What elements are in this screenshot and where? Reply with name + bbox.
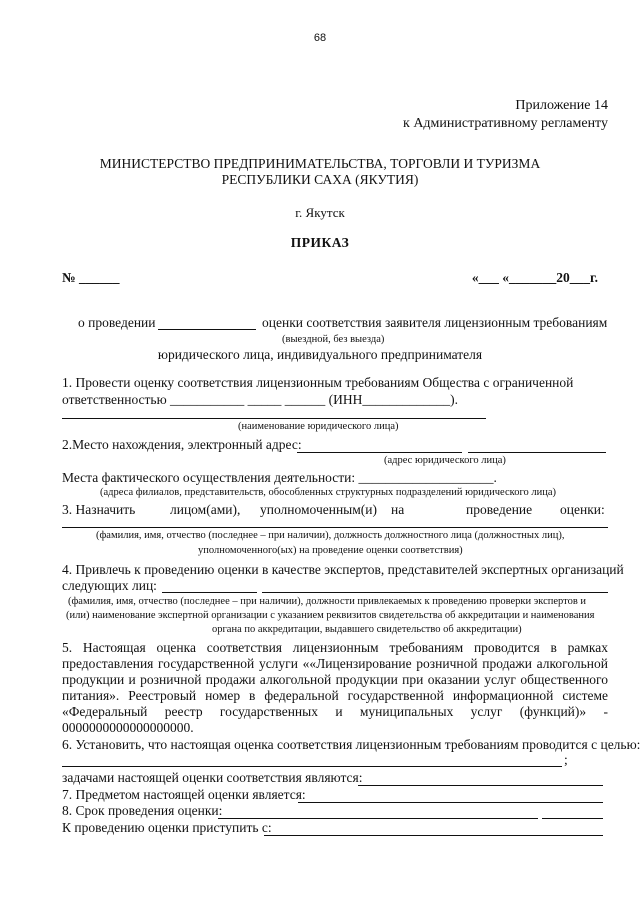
p1-line1: 1. Провести оценку соответствия лицензионным требованиям Общества с ограниченной [62, 375, 574, 390]
p1-name-line [62, 418, 486, 419]
p9-line [264, 835, 603, 836]
order-date: «___ «_______20___г. [471, 270, 598, 285]
p4-hint2: (или) наименование экспертной организации с указанием реквизитов свидетельства об аккредитации и наименования [66, 610, 595, 621]
p5-line6: 0000000000000000000. [62, 720, 194, 735]
p3-hint2: уполномоченного(ых) на проведение оценки соответствия) [198, 545, 463, 556]
p7-label: 7. Предметом настоящей оценки является: [62, 787, 306, 802]
p3-fio-line [62, 527, 608, 528]
p2-label: 2.Место нахождения, электронный адрес: [62, 437, 302, 452]
p9-label: К проведению оценки приступить с: [62, 820, 272, 835]
p3-w2: лицом(ами), [170, 502, 241, 517]
p5-line3-text: продукции и розничной продажи алкогольной продукции при оказании услуг общественного [62, 672, 608, 687]
p1-hint: (наименование юридического лица) [238, 421, 399, 432]
p5-line1 [62, 640, 608, 656]
p5-line5-text: «Федеральный реестр государственных и муниципальных услуг (функций)» - [62, 704, 608, 719]
p4-line2: следующих лиц: [62, 578, 157, 593]
p1-line2: ответственностью ___________ _____ ______ (ИНН_____________). [62, 392, 459, 407]
p4-hint1: (фамилия, имя, отчество (последнее – при наличии), должности привлекаемых к проведению проверки экспертов и [68, 596, 587, 607]
p3-w6: оценки: [560, 502, 605, 517]
p5-line1-text: 5. Настоящая оценка соответствия лицензионным требованиям проводится в рамках [62, 640, 608, 655]
appendix-label: Приложение 14 [515, 98, 608, 113]
p4-line1: 4. Привлечь к проведению оценки в качестве экспертов, представителей экспертных организаций [62, 562, 624, 577]
subject-line2: юридического лица, индивидуального предпринимателя [157, 347, 483, 362]
p2-address-line-a [297, 452, 462, 453]
p8-label: 8. Срок проведения оценки: [62, 803, 223, 818]
regulation-label: к Административному регламенту [403, 116, 608, 131]
p6-line1: 6. Установить, что настоящая оценка соответствия лицензионным требованиям проводится с целью: [62, 737, 640, 752]
page-number: 68 [313, 32, 327, 44]
p3-w4: на [391, 502, 405, 517]
p4-hint3: органа по аккредитации, выдавшего свидетельство об аккредитации) [212, 624, 522, 635]
p6-goal-line [62, 766, 562, 767]
order-number: № ______ [62, 270, 120, 285]
city-label: г. Якутск [295, 205, 345, 220]
subject-blank [158, 329, 256, 330]
p3-w1: 3. Назначить [62, 502, 136, 517]
subject-suffix: оценки соответствия заявителя лицензионным требованиям [262, 315, 608, 330]
p6-tasks-label: задачами настоящей оценки соответствия являются: [62, 770, 363, 785]
p5-line5 [62, 704, 608, 720]
p5-line2-text: предоставления государственной услуги ««Лицензирование розничной продажи алкогольной [62, 656, 608, 671]
p5-line4-text: питания». Реестровый номер в федеральной государственной информационной системе [62, 688, 608, 703]
p2b-hint: (адреса филиалов, представительств, обособленных структурных подразделений юридического лица) [100, 487, 556, 498]
p3-w3: уполномоченным(и) [260, 502, 378, 517]
subject-hint: (выездной, без выезда) [282, 334, 385, 345]
p6-tasks-line [358, 785, 603, 786]
p6-semicolon: ; [564, 752, 568, 767]
subject-prefix: о проведении [78, 315, 156, 330]
p3-w5: проведение [466, 502, 533, 517]
p2-hint: (адрес юридического лица) [384, 455, 506, 466]
p5-line2 [62, 656, 608, 672]
p5-line3 [62, 672, 608, 688]
ministry-title: МИНИСТЕРСТВО ПРЕДПРИНИМАТЕЛЬСТВА, ТОРГОВЛИ И ТУРИЗМА РЕСПУБЛИКИ САХА (ЯКУТИЯ) [99, 156, 541, 187]
p2-address-line-b [468, 452, 606, 453]
p8-line-a [218, 818, 538, 819]
p4-line-b [262, 592, 608, 593]
p5-line4 [62, 688, 608, 704]
order-title: ПРИКАЗ [290, 235, 350, 250]
p4-line-a [162, 592, 257, 593]
p2b-label: Места фактического осуществления деятельности: ____________________. [62, 470, 497, 485]
p3-hint1: (фамилия, имя, отчество (последнее – при наличии), должность должностного лица (должностных лиц), [96, 530, 565, 541]
p8-line-b [542, 818, 603, 819]
p7-line [298, 802, 603, 803]
